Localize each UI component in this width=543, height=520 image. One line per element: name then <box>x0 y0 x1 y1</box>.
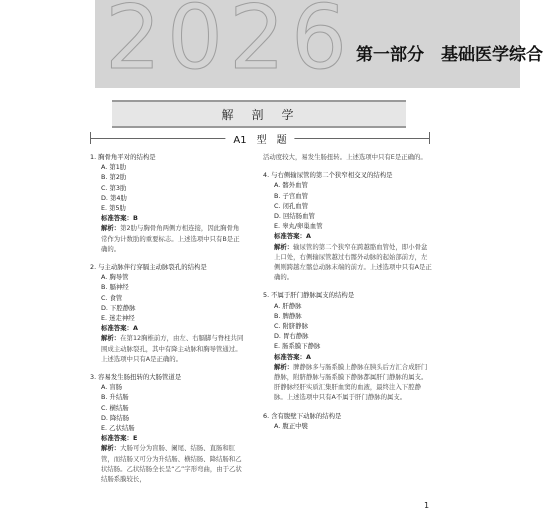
option: C. 第3肋 <box>101 183 127 192</box>
option: D. 下腔静脉 <box>101 303 136 312</box>
explanation-text: 在第12胸椎前方，由左、右膈脚与脊柱共同围成主动脉裂孔，其中有降主动脉和胸导管通过。上述选项中只有A是正确的。 <box>101 334 244 363</box>
question-6 <box>263 411 433 431</box>
option: D. 第4肋 <box>101 193 127 202</box>
explanation-label: 解析： <box>101 334 121 343</box>
option: B. 脾静脉 <box>274 311 302 320</box>
option: A. 第1肋 <box>101 163 127 172</box>
option: E. 肠系膜下静脉 <box>274 342 321 351</box>
explanation-text: 第2肋与胸骨角两侧方相连接，因此胸骨角常作为计数肋的重要标志。上述选项中只有B是正确的。 <box>101 224 240 253</box>
question-stem: 1. 胸骨角平对的结构是 <box>90 153 156 161</box>
option: D. 胃右静脉 <box>274 332 309 341</box>
subsection-title: A1 型 题 <box>225 131 294 146</box>
option: D. 降结肠 <box>101 413 130 422</box>
explanation <box>263 242 433 283</box>
explanation-text: 输尿管的第二个狭窄在跨越骼血管处，即小骨盆上口处，右侧输尿管越过右髂外动脉的起始部前方，左侧则跨越左髂总动脉末端的前方。上述选项中只有A是正确的。 <box>274 242 432 282</box>
standard-answer: 标准答案：A <box>274 352 311 361</box>
option: C. 闭孔血管 <box>274 201 309 210</box>
option: A. 胸导管 <box>101 273 129 282</box>
option: B. 第2肋 <box>101 173 127 182</box>
explanation-label: 解析： <box>101 444 121 453</box>
chapter-header <box>95 0 543 89</box>
explanation <box>90 333 245 364</box>
option: A. 盲肠 <box>101 383 123 392</box>
explanation <box>263 362 433 403</box>
option: A. 腹正中襞 <box>274 421 308 430</box>
option: E. 迷走神经 <box>101 314 135 323</box>
explanation-text: 脾静脉多与肠系膜上静脉在胰头后方汇合成肝门静脉，附脐静脉与肠系膜下静脉都属肝门静脉的属支。肝静脉经肝实质汇集肝血窦的血液，最终注入下腔静脉。上述选项中只有A不属于肝门静脉的属支。 <box>274 362 428 402</box>
question-2 <box>90 262 245 364</box>
option: B. 膈神经 <box>101 283 129 292</box>
section-title: 解 剖 学 <box>221 108 297 122</box>
left-column <box>90 152 245 492</box>
option: E. 乙状结肠 <box>101 424 135 433</box>
question-stem: 2. 与主动脉伴行穿膈主动脉裂孔的结构是 <box>90 263 207 272</box>
divider-tick-left <box>90 132 91 144</box>
question-stem: 3. 容易发生肠扭转的大肠管道是 <box>90 373 182 382</box>
part-title: 第一部分 基础医学综合 <box>356 45 543 65</box>
standard-answer: 标准答案：B <box>101 214 138 223</box>
question-5 <box>263 290 433 402</box>
option: A. 髂外血管 <box>274 181 308 190</box>
option: C. 食管 <box>101 293 123 302</box>
explanation-label: 解析： <box>101 224 121 233</box>
option: E. 第5肋 <box>101 204 126 213</box>
question-3 <box>90 372 245 484</box>
standard-answer: 标准答案：A <box>101 324 138 333</box>
question-stem: 4. 与右侧输尿管的第二个狭窄相交叉的结构是 <box>263 171 393 180</box>
option: C. 横结肠 <box>101 403 129 412</box>
section-bar <box>112 100 406 128</box>
option: C. 附脐静脉 <box>274 322 309 331</box>
divider-tick-right <box>429 132 430 144</box>
option: B. 子宫血管 <box>274 191 309 200</box>
explanation <box>90 443 245 484</box>
explanation-label: 解析： <box>274 362 294 371</box>
question-4 <box>263 170 433 282</box>
page-number: 1 <box>424 501 430 510</box>
right-column <box>263 152 433 439</box>
option: D. 回结肠血管 <box>274 212 315 221</box>
explanation-text: 大肠可分为盲肠、阑尾、结肠、直肠和肛管，而结肠又可分为升结肠、横结肠、降结肠和乙状结肠。乙状结肠全长呈“乙”字形弯曲，由于乙状结肠系膜较长， <box>101 444 242 484</box>
explanation <box>90 223 245 254</box>
question-1 <box>90 152 245 254</box>
question-stem: 6. 含有腹壁下动脉的结构是 <box>263 411 342 420</box>
option: E. 睾丸/卵巢血管 <box>274 222 323 231</box>
subsection-divider <box>90 131 430 145</box>
question-stem: 5. 不属于肝门静脉属支的结构是 <box>263 291 355 300</box>
standard-answer: 标准答案：E <box>101 434 138 443</box>
explanation-label: 解析： <box>274 242 294 251</box>
option: B. 升结肠 <box>101 393 129 402</box>
standard-answer: 标准答案：A <box>274 232 311 241</box>
explanation-continuation: 活动度较大，易发生肠扭转。上述选项中只有E是正确的。 <box>263 153 427 161</box>
option: A. 肝静脉 <box>274 301 302 310</box>
year-watermark: 2026 <box>105 0 353 89</box>
